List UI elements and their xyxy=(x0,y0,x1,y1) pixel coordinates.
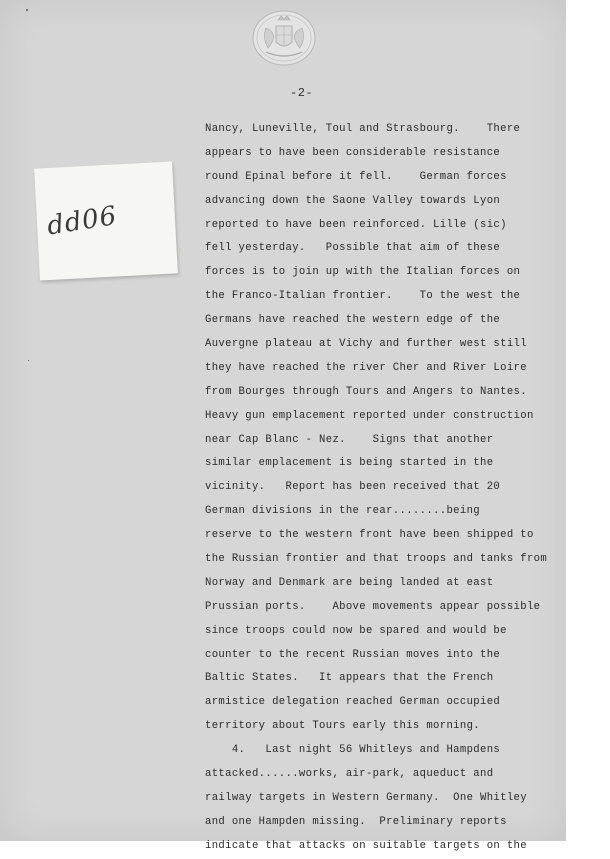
text-line: forces is to join up with the Italian forces on xyxy=(205,266,521,279)
text-line: territory about Tours early this morning. xyxy=(205,720,480,733)
sticky-note-label: dd06 xyxy=(45,200,120,242)
text-line: Germans have reached the western edge of the xyxy=(205,314,501,327)
text-line: from Bourges through Tours and Angers to Nantes. xyxy=(205,385,527,398)
text-line: Heavy gun emplacement reported under construction xyxy=(205,409,534,422)
text-line: the Franco-Italian frontier. To the west the xyxy=(205,290,521,303)
text-line: 4. Last night 56 Whitleys and Hampdens xyxy=(205,744,501,757)
text-line: appears to have been considerable resistance xyxy=(205,146,501,159)
text-line: since troops could now be spared and would be xyxy=(205,624,507,637)
scan-speck xyxy=(28,360,29,361)
text-line: indicate that attacks on suitable targets on the xyxy=(205,839,527,852)
text-line: Nancy, Luneville, Toul and Strasbourg. There xyxy=(205,123,521,135)
text-line: fell yesterday. Possible that aim of these xyxy=(205,242,501,255)
text-line: attacked......works, air-park, aqueduct and xyxy=(205,768,494,781)
text-line: counter to the recent Russian moves into the xyxy=(205,648,501,661)
royal-crest-icon xyxy=(252,8,316,66)
text-line: they have reached the river Cher and River Loire xyxy=(205,361,527,374)
text-line: Prussian ports. Above movements appear possible xyxy=(205,600,541,613)
text-line: similar emplacement is being started in the xyxy=(205,457,494,470)
text-line: reported to have been reinforced. Lille (sic) xyxy=(205,218,507,231)
text-line: railway targets in Western Germany. One Whitley xyxy=(205,791,527,804)
text-line: advancing down the Saone Valley towards Lyon xyxy=(205,194,501,207)
text-line: reserve to the western front have been shipped to xyxy=(205,529,534,542)
text-line: vicinity. Report has been received that 20 xyxy=(205,481,501,494)
text-line: armistice delegation reached German occupied xyxy=(205,696,501,709)
document-body xyxy=(205,118,547,859)
scan-speck xyxy=(26,9,28,11)
text-line: and one Hampden missing. Preliminary reports xyxy=(205,815,507,828)
text-line: the Russian frontier and that troops and tanks from xyxy=(205,553,548,566)
page-number: -2- xyxy=(290,86,314,100)
sticky-note xyxy=(34,161,178,280)
text-line: round Epinal before it fell. German forces xyxy=(205,170,507,183)
text-line: near Cap Blanc - Nez. Signs that another xyxy=(205,433,494,446)
text-line: German divisions in the rear........being xyxy=(205,505,480,518)
text-line: Baltic States. It appears that the French xyxy=(205,672,494,685)
text-line: Auvergne plateau at Vichy and further west still xyxy=(205,338,527,351)
text-line: Norway and Denmark are being landed at east xyxy=(205,576,494,589)
